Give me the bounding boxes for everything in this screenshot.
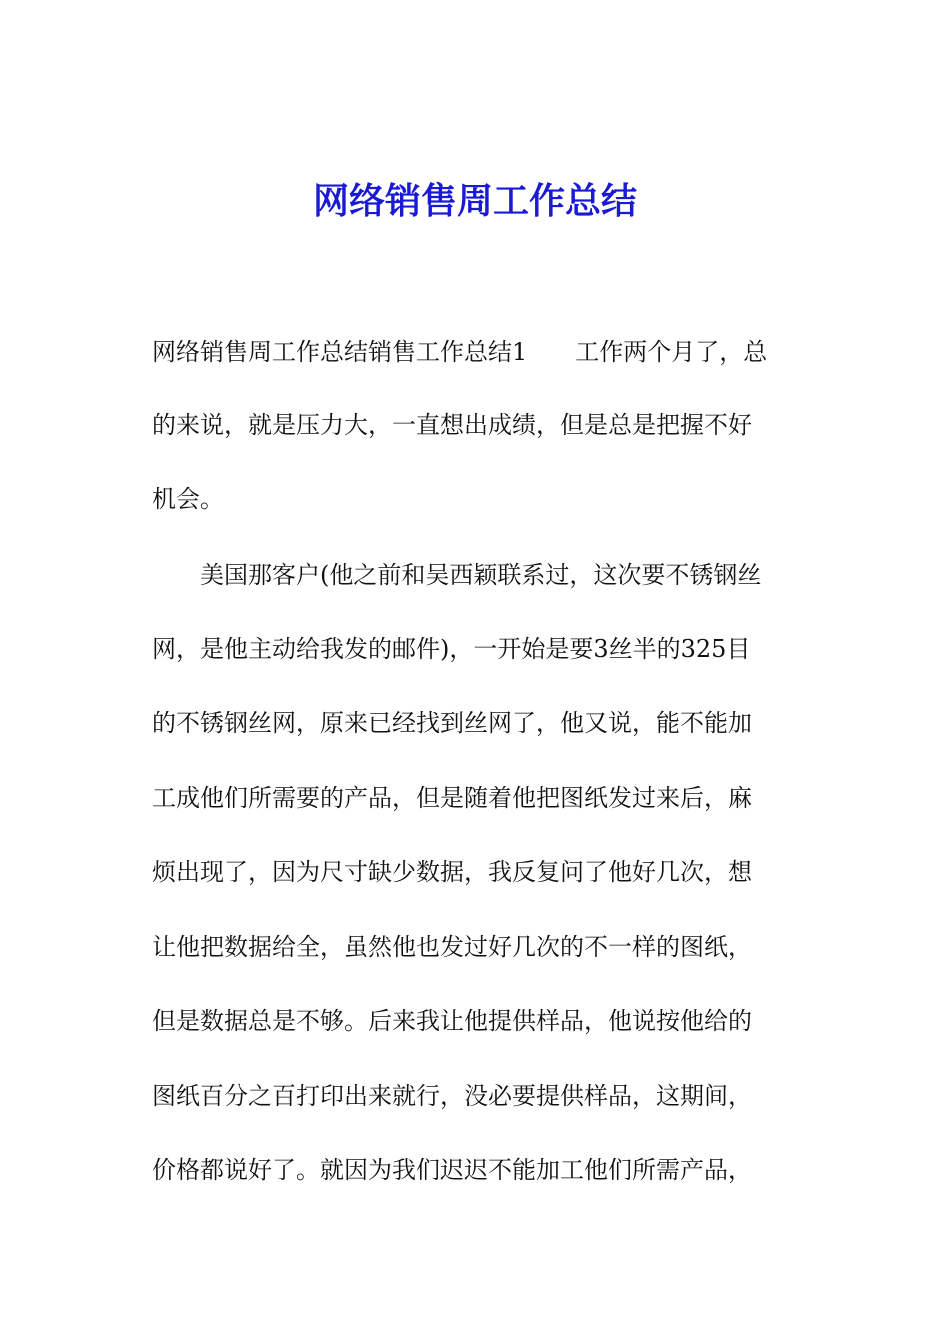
document-title: 网络销售周工作总结 <box>312 181 637 222</box>
body-line: 工成他们所需要的产品，但是随着他把图纸发过来后，麻 <box>152 784 752 812</box>
body-line: 网，是他主动给我发的邮件)，一开始是要3丝半的325目 <box>152 635 751 663</box>
body-line: 机会。 <box>152 485 224 513</box>
body-line: 烦出现了，因为尺寸缺少数据，我反复问了他好几次，想 <box>152 858 752 886</box>
body-line: 让他把数据给全，虽然他也发过好几次的不一样的图纸， <box>152 933 752 961</box>
body-line: 网络销售周工作总结销售工作总结1 工作两个月了，总 <box>152 338 768 366</box>
body-line: 但是数据总是不够。后来我让他提供样品，他说按他给的 <box>152 1007 752 1035</box>
body-line: 图纸百分之百打印出来就行，没必要提供样品，这期间， <box>152 1082 752 1110</box>
body-line: 的不锈钢丝网，原来已经找到丝网了，他又说，能不能加 <box>152 709 752 737</box>
body-line: 的来说，就是压力大，一直想出成绩，但是总是把握不好 <box>152 411 752 439</box>
body-line: 美国那客户(他之前和吴西颖联系过，这次要不锈钢丝 <box>200 561 762 589</box>
body-line: 价格都说好了。就因为我们迟迟不能加工他们所需产品， <box>152 1156 752 1184</box>
